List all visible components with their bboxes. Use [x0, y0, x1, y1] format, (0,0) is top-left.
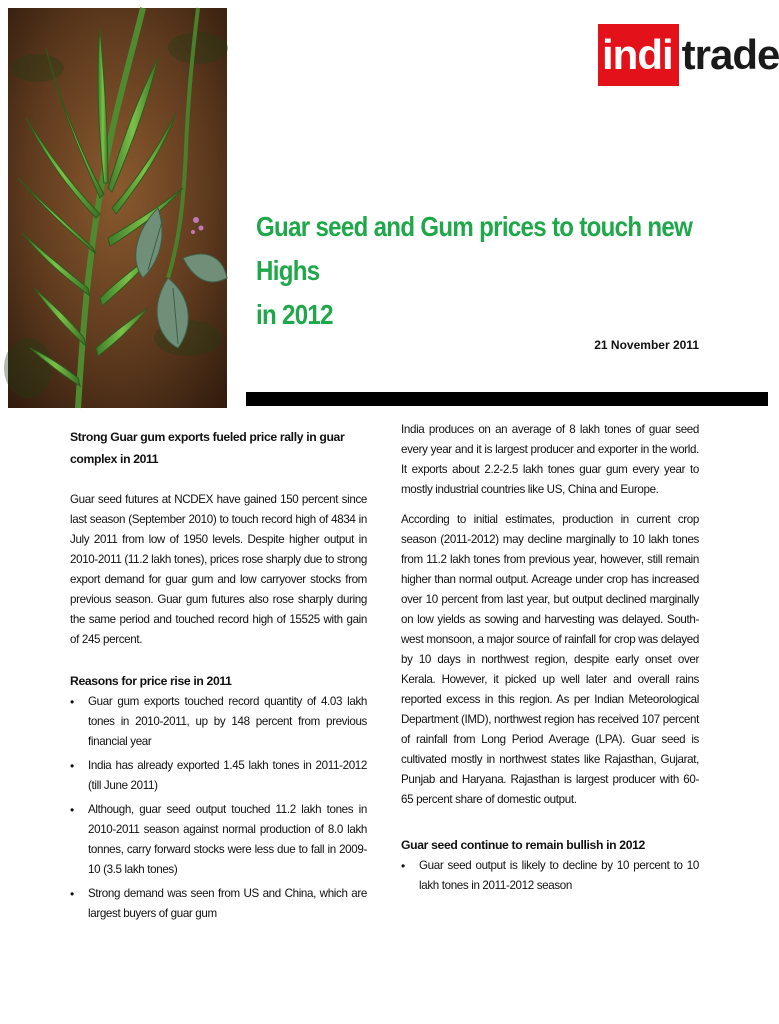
list-item: [70, 884, 367, 924]
reason-text: India has already exported 1.45 lakh tones in 2011-2012 (till June 2011): [88, 759, 367, 792]
reason-text: Although, guar seed output touched 11.2 lakh tones in 2010-2011 season against normal production of 8.0 lakh tonnes, carry forward stocks were less due to fall in 2009-10 (3.5 lakh tones): [88, 803, 367, 876]
list-item: [70, 800, 367, 880]
right-column: [401, 420, 699, 896]
bullet-icon: •: [70, 887, 74, 901]
bullish-text: Guar seed output is likely to decline by 10 percent to 10 lakh tones in 2011-2012 season: [419, 859, 699, 892]
reason-text: Guar gum exports touched record quantity of 4.03 lakh tones in 2010-2011, up by 148 percent from previous financial year: [88, 695, 367, 748]
intro-paragraph: Guar seed futures at NCDEX have gained 150 percent since last season (September 2010) to touch record high of 4834 in July 2011 from low of 1950 levels. Despite higher output in 2010-2011 (11.2 lakh tones), prices rose sharply due to strong export demand for guar gum and low carryover stocks from previous season. Guar gum futures also rose sharply during the same period and touched record high of 15525 with gain of 245 percent.: [70, 493, 367, 646]
bullet-icon: •: [70, 759, 74, 773]
report-title-line-2: in 2012: [256, 299, 333, 330]
logo-text: trade: [681, 31, 779, 78]
reasons-list: [70, 692, 367, 924]
report-title: [256, 205, 738, 337]
list-item: [70, 692, 367, 752]
guar-plant-illustration: [8, 8, 227, 408]
bullet-icon: •: [401, 859, 405, 873]
reasons-heading: Reasons for price rise in 2011: [70, 674, 232, 688]
bullish-heading: Guar seed continue to remain bullish in 2012: [401, 838, 645, 852]
report-title-line-1: Guar seed and Gum prices to touch new Highs: [256, 211, 693, 286]
left-heading: Strong Guar gum exports fueled price rally in guar complex in 2011: [70, 430, 345, 466]
inditrade-logo: [598, 24, 779, 86]
header-divider-bar: [246, 392, 768, 406]
estimates-paragraph: According to initial estimates, production in current crop season (2011-2012) may decline marginally to 10 lakh tones from 11.2 lakh tones from previous year, however, still remain higher than normal output. Acreage under crop has increased over 10 percent from last year, but output declined marginally on low yields as sowing and harvesting was delayed. South-west monsoon, a major source of rainfall for crop was delayed by 10 days in northwest region, despite early onset over Kerala. However, it picked up well later and overall rains reported excess in this region. As per Indian Meteorological Department (IMD), northwest region has received 107 percent of rainfall from Long Period Average (LPA). Guar seed is cultivated mostly in northwest states like Rajasthan, Gujarat, Punjab and Haryana. Rajasthan is largest producer with 60-65 percent share of domestic output.: [401, 513, 699, 806]
report-date: 21 November 2011: [594, 338, 699, 352]
guar-plant-photo: [8, 8, 227, 408]
logo-red-box: indi: [598, 24, 679, 86]
bullet-icon: •: [70, 803, 74, 817]
list-item: [70, 756, 367, 796]
bullish-list: [401, 856, 699, 896]
bullet-icon: •: [70, 695, 74, 709]
reason-text: Strong demand was seen from US and China, which are largest buyers of guar gum: [88, 887, 367, 920]
left-column: [70, 426, 367, 924]
list-item: [401, 856, 699, 896]
production-paragraph: India produces on an average of 8 lakh tones of guar seed every year and it is largest producer and exporter in the world. It exports about 2.2-2.5 lakh tones guar gum every year to mostly industrial countries like US, China and Europe.: [401, 423, 699, 496]
